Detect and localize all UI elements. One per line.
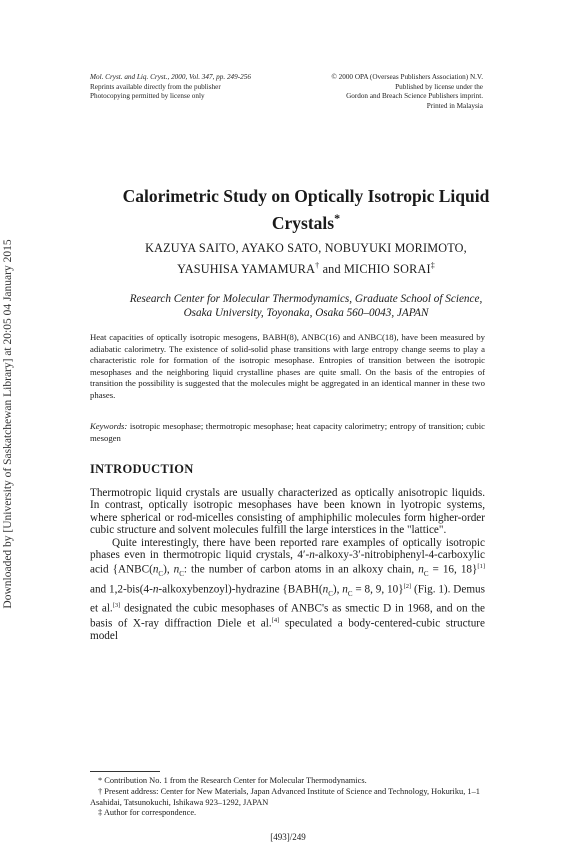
authors-line: YASUHISA YAMAMURA† and MICHIO SORAI‡ [177,261,435,277]
publisher-line: © 2000 OPA (Overseas Publishers Association) N.V. [331,73,483,81]
publisher-notice [290,73,483,111]
footnotes [90,776,485,819]
citation-ref: [2] [403,582,412,590]
footnote-divider [90,771,160,772]
publisher-line: Printed in Malaysia [426,101,483,110]
footnote: * Contribution No. 1 from the Research Center for Molecular Thermodynamics. [98,776,367,785]
affiliation [80,292,532,320]
article-title [60,185,552,234]
affiliation-line: Osaka University, Toyonaka, Osaka 560–0043, JAPAN [183,307,429,319]
publisher-line: Published by license under the [395,82,483,91]
paragraph: Thermotropic liquid crystals are usually characterized as optically anisotropic liquids. In contrast, optically isotropic mesophases have been known in lyotropic systems, where spherical or rod-micelles consisting of amphiphilic molecules form higher-order cubic structure and solvent molecules fulfill the large interstices in the "lattice". [90,487,485,537]
download-watermark: Downloaded by [University of Saskatchewan Library] at 20:05 04 January 2015 [2,239,14,609]
title-line: Crystals* [271,211,341,233]
section-heading: INTRODUCTION [90,462,194,476]
keywords-text: isotropic mesophase; thermotropic mesophase; heat capacity calorimetry; entropy of transition; cubic mesogen [90,421,485,443]
title-footnote-mark: * [334,211,341,225]
page-number: [493]/249 [270,832,306,842]
publisher-line: Gordon and Breach Science Publishers imprint. [346,92,483,101]
citation-ref: [4] [271,617,280,625]
citation-line: Photocopying permitted by license only [90,92,205,101]
footnote: † Present address: Center for New Materials, Japan Advanced Institute of Science and Technology, Hokuriku, 1–1 Asahidai, Tatsunokuchi, Ishikawa 923–1292, JAPAN [90,786,480,807]
footnote: ‡ Author for correspondence. [98,808,197,818]
abstract: Heat capacities of optically isotropic mesogens, BABH(8), ANBC(16) and ANBC(18), have been measured by adiabatic calorimetry. The existence of solid-solid phase transitions with large entropy change seems to play a characteristic role for formation of the isotropic mesophase. Entropies of transition between the isotropic mesophases and the neighboring liquid crystalline phases are quite small. On the basis of the entropies of transition the possibility is suggested that the molecules might be aggregated in an identical manner in these two phases. [90,332,485,400]
author-list [80,240,532,278]
keywords-label: Keywords: [90,421,128,431]
title-line: Calorimetric Study on Optically Isotropic Liquid [122,186,490,206]
paragraph: Quite interestingly, there have been reported rare examples of optically isotropic phases even in thermotropic liquid crystals, 4′-n-alkoxy-3′-nitrobiphenyl-4-carboxylic acid {$ANBC(n_C)$, $n_C$: the number of carbon atoms in an alkoxy chain, $n_C = 16$, 18}[1] and 1,2-bis(4-n-alkoxybenzoyl)-hydrazine {$BABH(n_C)$, $n_C = 8$, 9, 10}[2] (Fig. 1). Demus et al.[3] designated the cubic mesophases of ANBC's as smectic D in 1968, and on the basis of X-ray diffraction Diele et al.[4] speculated a body-centered-cubic structure model [90,536,486,643]
citation-line: Mol. Cryst. and Liq. Cryst., 2000, Vol. 347, pp. 249-256 [90,73,251,81]
keywords [90,421,485,444]
authors-line: KAZUYA SAITO, AYAKO SATO, NOBUYUKI MORIMOTO, [145,241,467,255]
body-text [90,487,485,643]
journal-citation [90,73,320,102]
citation-ref: [1] [477,563,485,571]
affiliation-line: Research Center for Molecular Thermodynamics, Graduate School of Science, [129,293,483,305]
citation-ref: [3] [112,602,121,610]
citation-line: Reprints available directly from the publisher [90,82,221,91]
